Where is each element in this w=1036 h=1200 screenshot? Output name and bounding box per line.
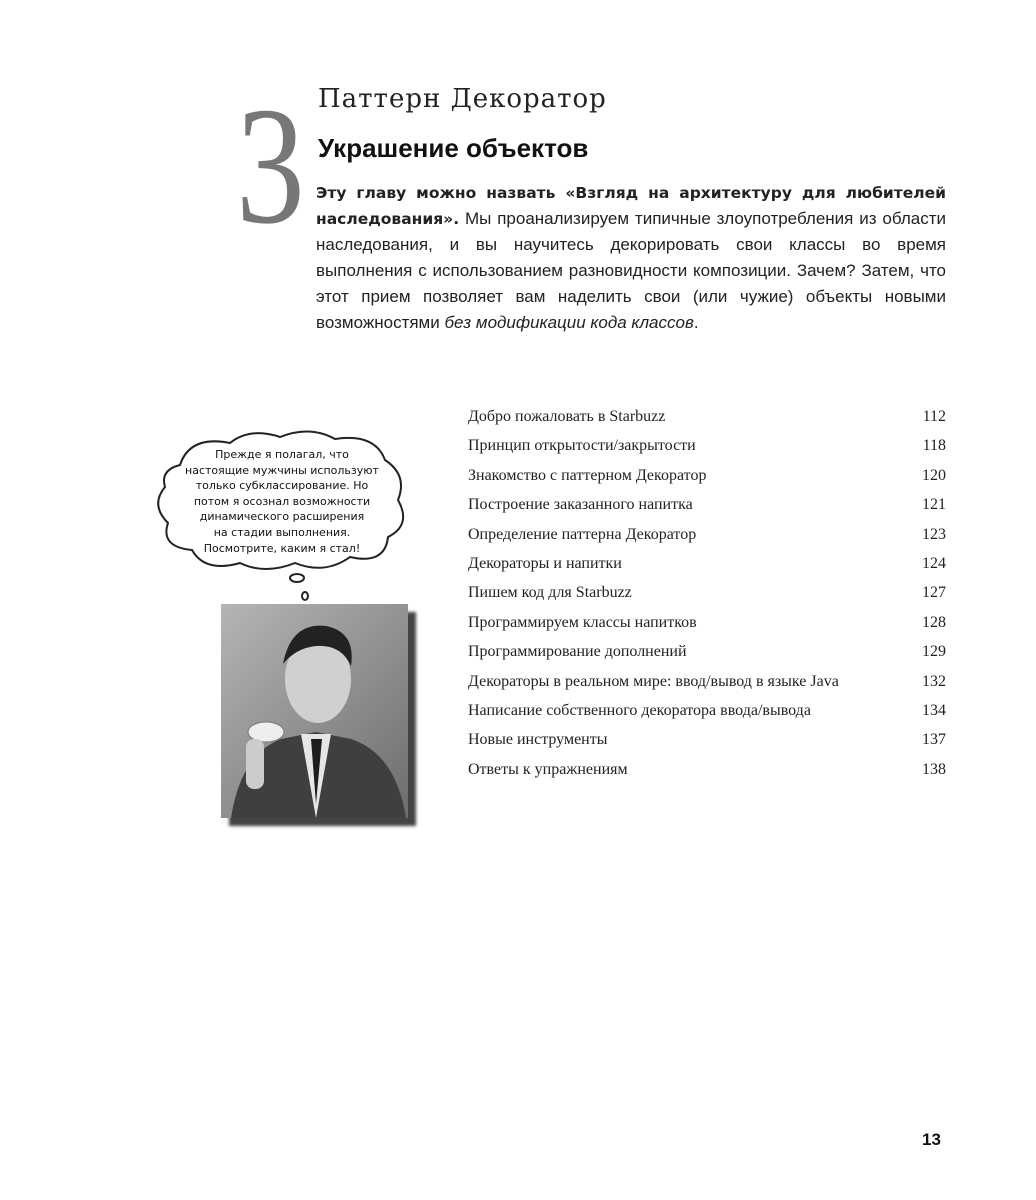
- man-with-cup-photo: [221, 604, 408, 818]
- toc-row[interactable]: [468, 465, 946, 494]
- intro-regular: Мы проанализируем типичные злоупотребления из области наследования, и вы научитесь декорировать свои классы во время выполнения с использованием разновидности композиции. Зачем? Затем, что этот прием позволяет вам наделить свои (или чужие) объекты новыми возможностями: [316, 209, 946, 332]
- toc-page: 127: [922, 584, 946, 602]
- toc-page: 118: [922, 437, 946, 455]
- toc-page: 112: [922, 408, 946, 425]
- toc-page: 129: [922, 643, 946, 661]
- toc-row[interactable]: [468, 494, 946, 523]
- toc-page: 120: [922, 466, 946, 484]
- toc-label: Ответы к упражнениям: [468, 760, 628, 778]
- toc-row[interactable]: [468, 612, 946, 641]
- chapter-number: 3: [236, 73, 305, 259]
- bubble-line: потом я осознал возможности: [193, 494, 371, 508]
- toc-row[interactable]: [468, 553, 946, 582]
- thought-dots-icon: [285, 570, 315, 605]
- toc-label: Пишем код для Starbuzz: [468, 584, 632, 602]
- table-of-contents: [468, 406, 946, 788]
- toc-label: Декораторы и напитки: [468, 554, 622, 572]
- man-silhouette-icon: [221, 604, 408, 818]
- bubble-line: динамического расширения: [199, 510, 365, 524]
- intro-end: .: [693, 313, 699, 332]
- bubble-line: на стадии выполнения.: [213, 525, 351, 539]
- intro-italic: без модификации кода классов: [444, 313, 694, 332]
- toc-page: 121: [922, 496, 946, 514]
- toc-row[interactable]: [468, 524, 946, 553]
- toc-row[interactable]: [468, 729, 946, 758]
- toc-page: 137: [922, 731, 946, 749]
- toc-label: Добро пожаловать в Starbuzz: [468, 408, 666, 425]
- toc-label: Определение паттерна Декоратор: [468, 525, 697, 543]
- toc-page: 138: [922, 760, 946, 778]
- toc-page: 123: [922, 525, 946, 543]
- bubble-line: настоящие мужчины используют: [185, 463, 379, 477]
- bubble-text: [172, 447, 392, 556]
- chapter-title: Украшение объектов: [318, 133, 589, 163]
- toc-row[interactable]: [468, 406, 946, 435]
- toc-row[interactable]: [468, 582, 946, 611]
- toc-row[interactable]: [468, 671, 946, 700]
- toc-page: 132: [922, 672, 946, 690]
- toc-label: Принцип открытости/закрытости: [468, 437, 696, 455]
- toc-label: Программируем классы напитков: [468, 613, 697, 631]
- toc-label: Программирование дополнений: [468, 643, 687, 661]
- toc-row[interactable]: [468, 759, 946, 788]
- toc-label: Декораторы в реальном мире: ввод/вывод в языке Java: [468, 672, 839, 690]
- chapter-intro: [316, 180, 946, 336]
- bubble-line: Прежде я полагал, что: [215, 448, 349, 461]
- pattern-name: Паттерн Декоратор: [318, 84, 607, 114]
- page-number: 13: [922, 1130, 941, 1149]
- toc-page: 128: [922, 613, 946, 631]
- toc-row[interactable]: [468, 641, 946, 670]
- bubble-line: Посмотрите, каким я стал!: [203, 541, 361, 555]
- toc-page: 124: [922, 554, 946, 572]
- toc-label: Построение заказанного напитка: [468, 496, 693, 514]
- intro-bold: Эту главу можно назвать «Взгляд на архитектуру для любителей наследования».: [316, 184, 946, 228]
- toc-page: 134: [922, 701, 946, 719]
- toc-label: Написание собственного декоратора ввода/вывода: [468, 701, 811, 719]
- toc-row[interactable]: [468, 700, 946, 729]
- toc-row[interactable]: [468, 435, 946, 464]
- toc-label: Новые инструменты: [468, 731, 608, 749]
- bubble-line: только субклассирование. Но: [195, 479, 369, 493]
- toc-label: Знакомство с паттерном Декоратор: [468, 466, 707, 484]
